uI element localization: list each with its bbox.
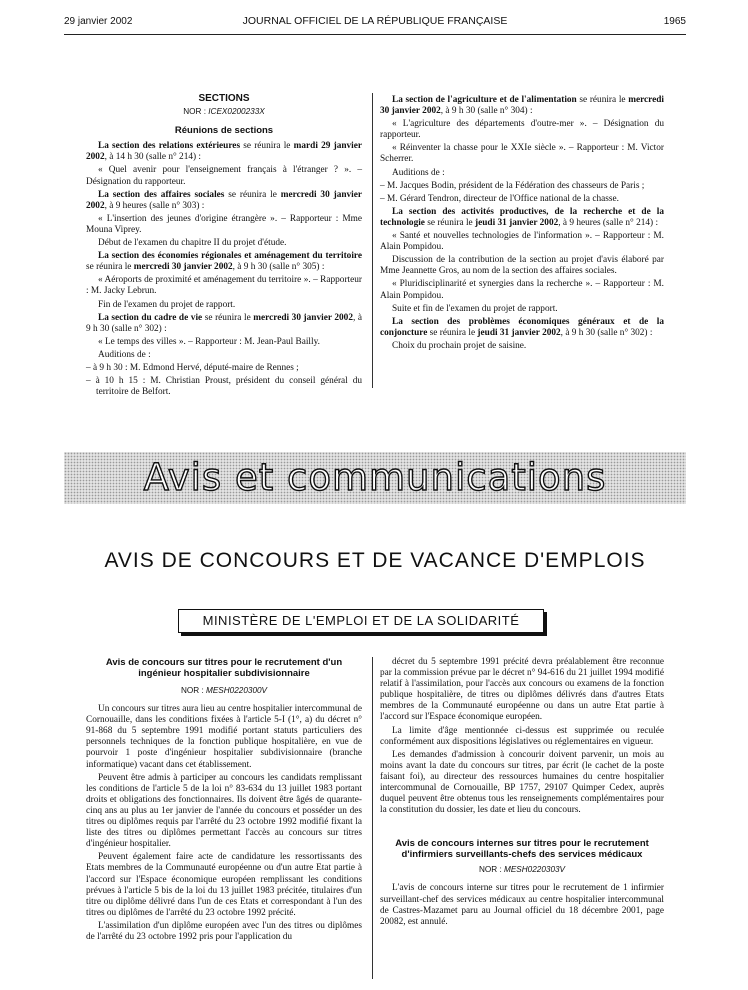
concours2-nor: NOR : MESH0220303V xyxy=(478,865,566,875)
paragraph: Peuvent être admis à participer au concours les candidats remplissant les conditions de l'article 5 de la loi n° 83-634 du 13 juillet 1983 portant droits et obligations des fonctionnaires. Ils doivent être âgés de quarante-cinq ans au plus au 1er janvier de l'année du concours et posséder un des titres ou diplômes requis par l'arrêté du 23 octobre 1992 modifié fixant la liste des titres ou diplômes permettant l'accès au concours sur titres d'ingénieur hospitalier. xyxy=(86,772,362,850)
paragraph: Auditions de : xyxy=(98,349,151,360)
paragraph: « Réinventer la chasse pour le XXIe siècle ». – Rapporteur : M. Victor Scherrer. xyxy=(380,143,664,165)
column-divider-top xyxy=(372,93,373,388)
sections-right-column xyxy=(380,95,664,354)
sections-subtitle: Réunions de sections xyxy=(174,125,274,137)
sections-left-column xyxy=(86,93,362,400)
paragraph: Début de l'examen du chapitre II du projet d'étude. xyxy=(98,238,287,249)
paragraph: « Pluridisciplinarité et synergies dans la recherche ». – Rapporteur : M. Alain Pompidou. xyxy=(380,279,664,301)
paragraph: « Aéroports de proximité et aménagement du territoire ». – Rapporteur : M. Jacky Lebrun. xyxy=(86,275,362,297)
paragraph: Peuvent également faire acte de candidature les ressortissants des Etats membres de la Communauté européenne ou d'un autre Etat partie à l'accord sur l'Espace économique européen remplissant les conditions prévues à l'article 5 bis de la loi du 13 juillet 1983 précitée, titulaires d'un titre ou diplôme délivré dans l'un de ces Etats et correspondant à l'un des titres ou diplômes de l'arrêté du 23 octobre 1992 précité. xyxy=(86,852,362,918)
concours2-title: Avis de concours internes sur titres pour le recrutement d'infirmiers surveillants-chefs des services médicaux xyxy=(395,838,649,861)
concours1-left-column xyxy=(86,657,362,945)
column-divider-bottom xyxy=(372,657,373,979)
paragraph: La section des problèmes économiques généraux et de la conjoncture se réunira le jeudi 31 janvier 2002, à 9 h 30 (salle n° 302) : xyxy=(380,316,664,338)
paragraph: – à 10 h 15 : M. Christian Proust, président du conseil général du territoire de Belfort. xyxy=(86,376,362,398)
paragraph: Fin de l'examen du projet de rapport. xyxy=(98,299,236,310)
avis-banner xyxy=(64,452,686,504)
paragraph: « L'agriculture des départements d'outre-mer ». – Désignation du rapporteur. xyxy=(380,119,664,141)
paragraph: La section des économies régionales et aménagement du territoire se réunira le mercredi 30 janvier 2002, à 9 h 30 (salle n° 305) : xyxy=(86,251,362,273)
sections-right-paragraphs xyxy=(380,95,664,352)
paragraph: Discussion de la contribution de la section au projet d'avis élaboré par Mme Jeannette Gros, au nom de la section des affaires sociales. xyxy=(380,255,664,277)
paragraph: L'assimilation d'un diplôme européen avec l'un des titres ou diplômes de l'arrêté du 23 octobre 1992 pris pour l'application du xyxy=(86,920,362,942)
paragraph: – à 9 h 30 : M. Edmond Hervé, député-maire de Rennes ; xyxy=(86,362,299,373)
paragraph: « Santé et nouvelles technologies de l'information ». – Rapporteur : M. Alain Pompidou. xyxy=(380,231,664,253)
paragraph: « L'insertion des jeunes d'origine étrangère ». – Rapporteur : Mme Mouna Viprey. xyxy=(86,213,362,235)
concours1-left-paragraphs xyxy=(86,704,362,943)
paragraph: « Quel avenir pour l'enseignement français à l'étranger ? ». – Désignation du rapporteur. xyxy=(86,165,362,187)
paragraph: La section de l'agriculture et de l'alimentation se réunira le mercredi 30 janvier 2002, à 9 h 30 (salle n° 304) : xyxy=(380,95,664,117)
header-date: 29 janvier 2002 xyxy=(64,16,133,27)
concours1-title: Avis de concours sur titres pour le recrutement d'un ingénieur hospitalier subdivisionnaire xyxy=(105,657,343,679)
header-page-number: 1965 xyxy=(663,16,686,27)
paragraph: décret du 5 septembre 1991 précité devra préalablement être reconnue par la commission prévue par le décret n° 94-616 du 21 juillet 1994 modifié relatif à l'assimilation, pour l'accès aux concours ou examens de la fonction publique hospitalière, de titres ou diplômes délivrés dans d'autres Etats membres de la Communauté européenne ou dans un autre Etat partie à l'accord sur l'Espace économique européen. xyxy=(380,657,664,723)
sections-nor: NOR : ICEX0200233X xyxy=(183,107,265,117)
ministry-box: MINISTÈRE DE L'EMPLOI ET DE LA SOLIDARITÉ xyxy=(178,609,544,633)
page-header xyxy=(64,12,686,32)
concours2-paragraphs xyxy=(380,883,664,927)
header-rule xyxy=(64,34,686,35)
avis-concours-heading: AVIS DE CONCOURS ET DE VACANCE D'EMPLOIS xyxy=(104,549,646,572)
concours1-right-paragraphs xyxy=(380,657,664,816)
banner-title: Avis et communications xyxy=(143,456,607,499)
paragraph: L'avis de concours interne sur titres pour le recrutement de 1 infirmier surveillant-chef des services médicaux au centre hospitalier intercommunal de Castres-Mazamet paru au Journal officiel du 18 décembre 2001, page 20082, est annulé. xyxy=(380,883,664,927)
sections-left-paragraphs xyxy=(86,141,362,398)
paragraph: Auditions de : xyxy=(392,167,445,178)
paragraph: La limite d'âge mentionnée ci-dessus est supprimée ou reculée conformément aux dispositions législatives ou réglementaires en vigueur. xyxy=(380,725,664,747)
paragraph: « Le temps des villes ». – Rapporteur : M. Jean-Paul Bailly. xyxy=(98,336,320,347)
paragraph: La section des activités productives, de la recherche et de la technologie se réunira le jeudi 31 janvier 2002, à 9 heures (salle n° 214) : xyxy=(380,206,664,228)
paragraph: Choix du prochain projet de saisine. xyxy=(392,340,527,351)
paragraph: Un concours sur titres aura lieu au centre hospitalier intercommunal de Cornouaille, dans les conditions fixées à l'article 5-I (1°, a) du décret n° 91-868 du 5 septembre 1991 modifié portant statuts particuliers des personnels techniques de la fonction publique hospitalière, en vue de pourvoir 1 poste d'ingénieur hospitalier subdivisionnaire (branche informatique) vacant dans cet établissement. xyxy=(86,704,362,770)
paragraph: La section des affaires sociales se réunira le mercredi 30 janvier 2002, à 9 heures (salle n° 303) : xyxy=(86,189,362,211)
paragraph: – M. Jacques Bodin, président de la Fédération des chasseurs de Paris ; xyxy=(380,180,645,191)
paragraph: La section du cadre de vie se réunira le mercredi 30 janvier 2002, à 9 h 30 (salle n° 302) : xyxy=(86,312,363,334)
sections-title: SECTIONS xyxy=(198,93,250,104)
paragraph: La section des relations extérieures se réunira le mardi 29 janvier 2002, à 14 h 30 (salle n° 214) : xyxy=(86,141,363,163)
paragraph: Suite et fin de l'examen du projet de rapport. xyxy=(392,303,558,314)
concours1-right-column xyxy=(380,657,664,930)
concours1-nor: NOR : MESH0220300V xyxy=(180,686,268,695)
paragraph: Les demandes d'admission à concourir doivent parvenir, un mois au moins avant la date du concours sur titres, par écrit (le cachet de la poste faisant foi), au directeur des ressources humaines du centre hospitalier intercommunal de Cornouaille, BP 1757, 29107 Quimper Cedex, auprès duquel peuvent être obtenus tous les renseignements complémentaires pour la constitution du dossier, les date et lieu du concours. xyxy=(380,749,664,816)
paragraph: – M. Gérard Tendron, directeur de l'Office national de la chasse. xyxy=(380,193,619,204)
header-journal-title: JOURNAL OFFICIEL DE LA RÉPUBLIQUE FRANÇAISE xyxy=(242,15,508,27)
